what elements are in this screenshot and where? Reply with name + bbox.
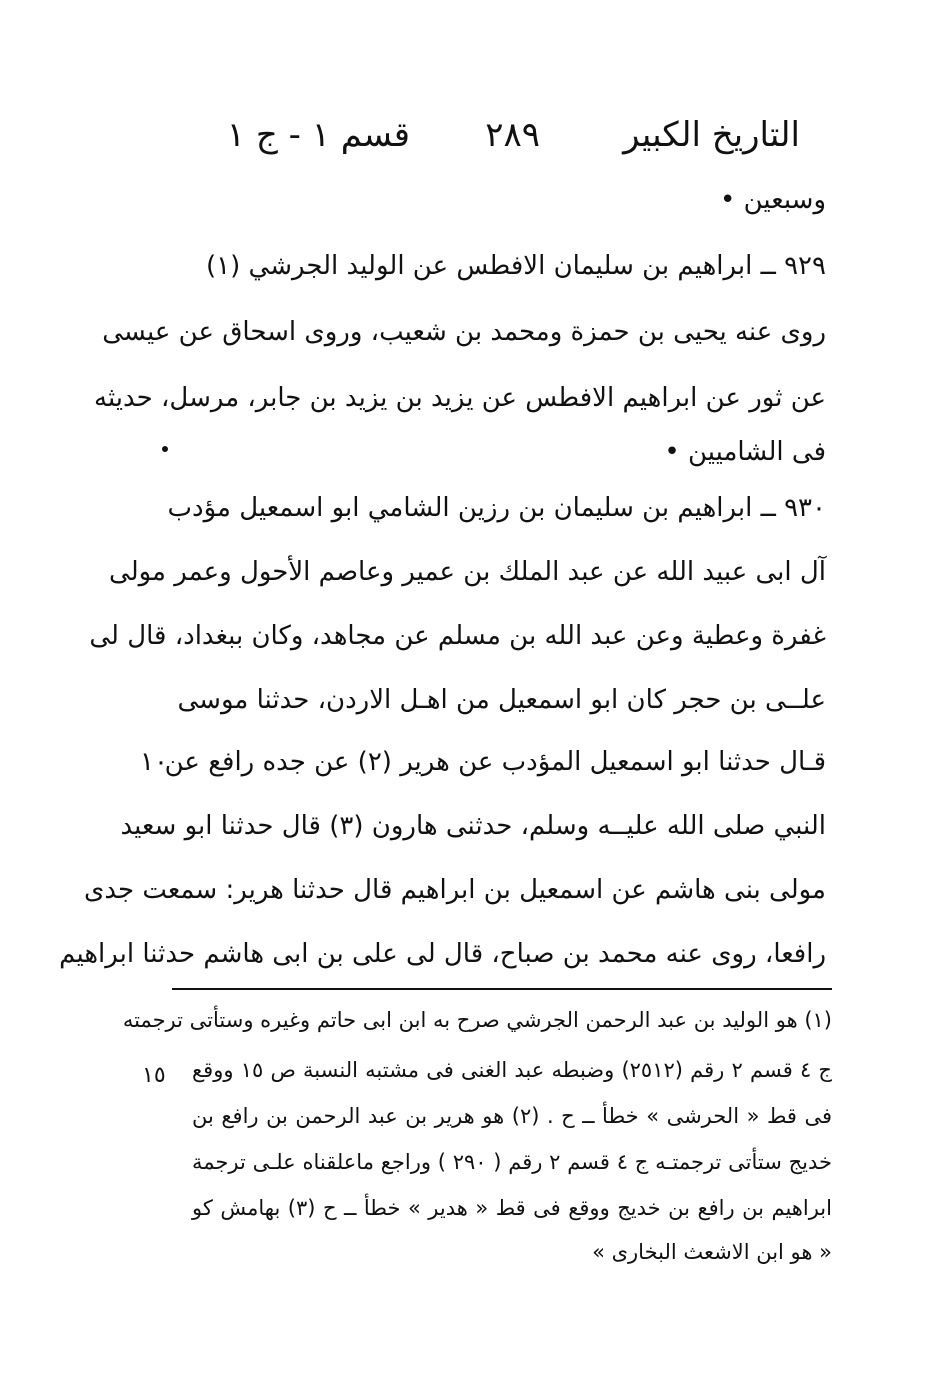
- body-line: وسبعين •: [720, 185, 826, 215]
- page-number: ٢٨٩: [485, 115, 540, 155]
- book-title: التاريخ الكبير: [623, 115, 800, 155]
- body-line: علــى بن حجر كان ابو اسمعيل من اهـل الاردن، حدثنا موسى: [177, 685, 826, 715]
- body-line: آل ابى عبيد الله عن عبد الملك بن عمير وعاصم الأحول وعمر مولى: [109, 557, 826, 587]
- body-line: رافعا، روى عنه محمد بن صباح، قال لى على بن ابى هاشم حدثنا ابراهيم: [59, 939, 826, 969]
- body-line: مولى بنى هاشم عن اسمعيل بن ابراهيم قال حدثنا هرير: سمعت جدى: [83, 875, 826, 905]
- margin-line-number: ١٠: [140, 747, 168, 777]
- volume-part: قسم ١ - ج ١: [226, 115, 410, 155]
- footnote-line: فى قط « الحرشى » خطأ ــ ح . (٢) هو هرير بن عبد الرحمن بن رافع بن: [192, 1104, 832, 1128]
- footnote-line: ابراهيم بن رافع بن خديج ووقع فى قط « هدير » خطأ ــ ح (٣) بهامش كو: [192, 1196, 832, 1220]
- margin-line-number: ١٥: [142, 1063, 166, 1088]
- footnote-line: « هو ابن الاشعث البخارى »: [592, 1240, 832, 1264]
- body-line: قـال حدثنا ابو اسمعيل المؤدب عن هرير (٢) عن جده رافع عن: [164, 747, 826, 777]
- footnote-line: خديج ستأتى ترجمتـه ج ٤ قسم ٢ رقم ( ٢٩٠ ) وراجع ماعلقناه علـى ترجمة: [192, 1150, 832, 1174]
- entry-heading-930: ٩٣٠ ــ ابراهيم بن سليمان بن رزين الشامي ابو اسمعيل مؤدب: [167, 493, 826, 523]
- footnote-separator: [172, 988, 832, 990]
- body-line: النبي صلى الله عليــه وسلم، حدثنى هارون (٣) قال حدثنا ابو سعيد: [120, 811, 826, 841]
- margin-mark: [162, 446, 168, 452]
- body-line: غفرة وعطية وعن عبد الله بن مسلم عن مجاهد، وكان ببغداد، قال لى: [89, 621, 826, 651]
- page-header: [200, 112, 800, 162]
- body-line: عن ثور عن ابراهيم الافطس عن يزيد بن يزيد بن جابر، مرسل، حديثه: [94, 383, 826, 413]
- footnote-line: (١) هو الوليد بن عبد الرحمن الجرشي صرح به ابن ابى حاتم وغيره وستأتى ترجمته: [122, 1008, 832, 1032]
- body-line: فى الشاميين •: [664, 437, 826, 467]
- body-line: روى عنه يحيى بن حمزة ومحمد بن شعيب، وروى اسحاق عن عيسى: [102, 317, 826, 347]
- footnote-line: ج ٤ قسم ٢ رقم (٢٥١٢) وضبطه عبد الغنى فى مشتبه النسبة ص ١٥ ووقع: [192, 1058, 832, 1082]
- entry-heading-929: ٩٢٩ ــ ابراهيم بن سليمان الافطس عن الوليد الجرشي (١): [206, 251, 826, 281]
